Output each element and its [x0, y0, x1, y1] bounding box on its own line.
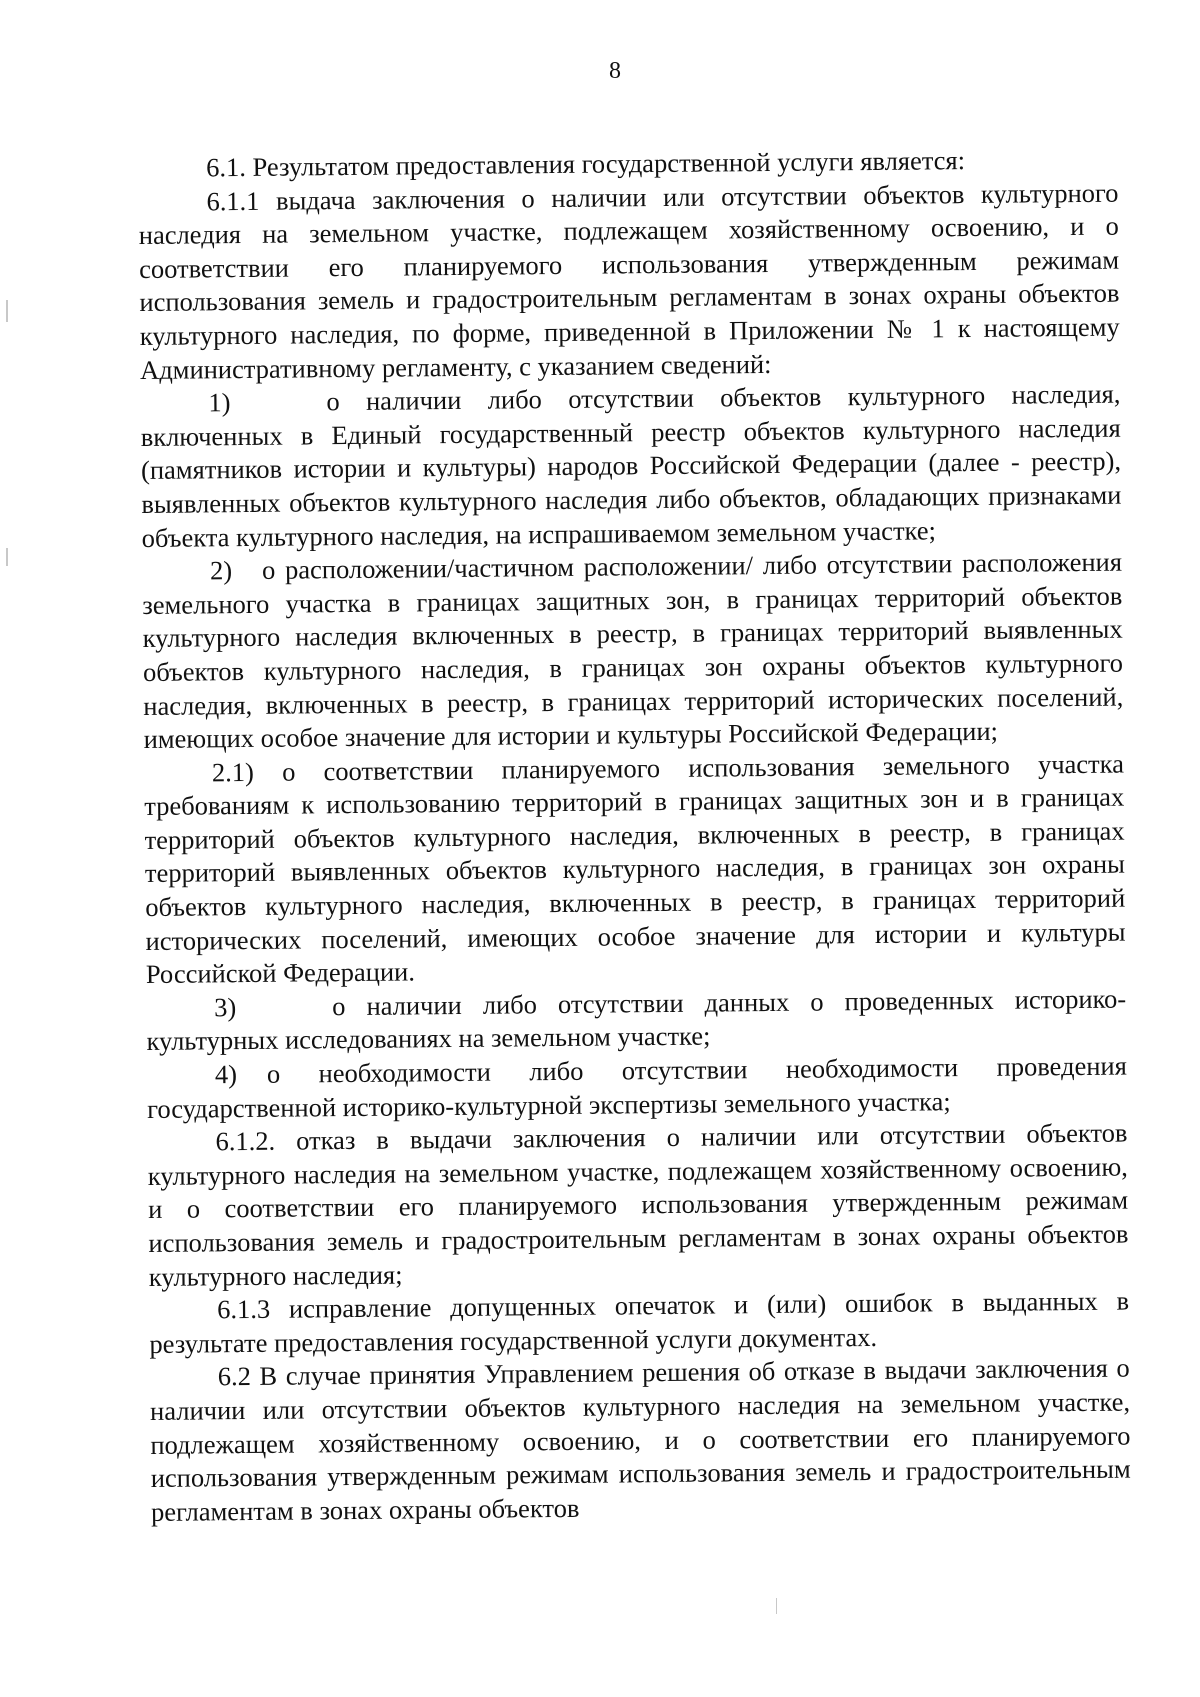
document-body [138, 143, 1131, 1530]
list-item-3 [146, 982, 1127, 1059]
scan-margin-mark-mid [6, 548, 8, 566]
list-marker: 4) [214, 1059, 238, 1090]
scan-margin-mark-top [6, 300, 8, 322]
paragraph-6-1: 6.1. Результатом предоставления государственной услуги является: [206, 145, 966, 183]
paragraph-6-1-2: 6.1.2. отказ в выдачи заключения о наличии или отсутствии объектов культурного наследия на земельном участке, подлежащем хозяйственному освоению, и о соответствии его планируемого использования утвержденным режимам использования земель и градостроительным регламентам в зонах охраны объектов культурного наследия; [147, 1117, 1129, 1292]
paragraph-6-1-1: 6.1.1 выдача заключения о наличии или отсутствии объектов культурного наследия на земельном участке, подлежащем хозяйственному освоению, и о соответствии его планируемого использования утвержденным режимам использования земель и градостроительным регламентам в зонах охраны объектов культурного наследия, по форме, приведенной в Приложении № 1 к настоящему Административному регламенту, с указанием сведений: [138, 177, 1120, 385]
scan-bottom-mark [776, 1598, 777, 1614]
list-item-text: о наличии либо отсутствии объектов культурного наследия, включенных в Единый государственный реестр объектов культурного наследия (памятников истории и культуры) народов Российской Федерации (далее - реестр), выявленных объектов культурного наследия либо объектов, обладающих признаками объекта культурного наследия, на испрашиваемом земельном участке; [140, 378, 1122, 553]
list-item-2 [142, 546, 1124, 757]
list-marker: 3) [214, 991, 237, 1023]
paragraph-6-1-3: 6.1.3 исправление допущенных опечаток и (или) ошибок в выданных в результате предоставления государственной услуги документах. [149, 1285, 1130, 1359]
list-item-text: о наличии либо отсутствии данных о проведенных историко-культурных исследованиях на земельном участке; [146, 983, 1127, 1057]
list-item-1 [140, 378, 1122, 555]
page-number: 8 [609, 58, 621, 84]
list-item-4 [147, 1050, 1128, 1127]
list-item-text: о необходимости либо отсутствии необходимости проведения государственной историко-культурной экспертизы земельного участка; [147, 1050, 1127, 1124]
paragraph-6-2: 6.2 В случае принятия Управлением решения об отказе в выдачи заключения о наличии или отсутствии объектов культурного наследия на земельном участке, подлежащем хозяйственному освоению, и о соответствии его планируемого использования утвержденным режимам использования земель и градостроительным регламентам в зонах охраны объектов [149, 1352, 1131, 1527]
list-item-text: о расположении/частичном расположении/ либо отсутствии расположения земельного участка в границах защитных зон, в границах территорий объектов культурного наследия включенных в реестр, в границах территорий выявленных объектов культурного наследия, в границах зон охраны объектов культурного наследия, включенных в реестр, в границах территорий исторических поселений, имеющих особое значение для истории и культуры Российской Федерации; [142, 546, 1124, 755]
list-marker: 2) [209, 555, 233, 586]
list-marker: 1) [208, 387, 231, 418]
paragraph-2-1: 2.1) о соответствии планируемого использования земельного участка требованиям к использованию территорий в границах защитных зон и в границах территорий объектов культурного наследия, включенных в реестр, в границах территорий выявленных объектов культурного наследия, в границах зон охраны объектов культурного наследия, включенных в реестр, в границах территорий исторических поселений, имеющих особое значение для истории и культуры Российской Федерации. [144, 748, 1126, 990]
